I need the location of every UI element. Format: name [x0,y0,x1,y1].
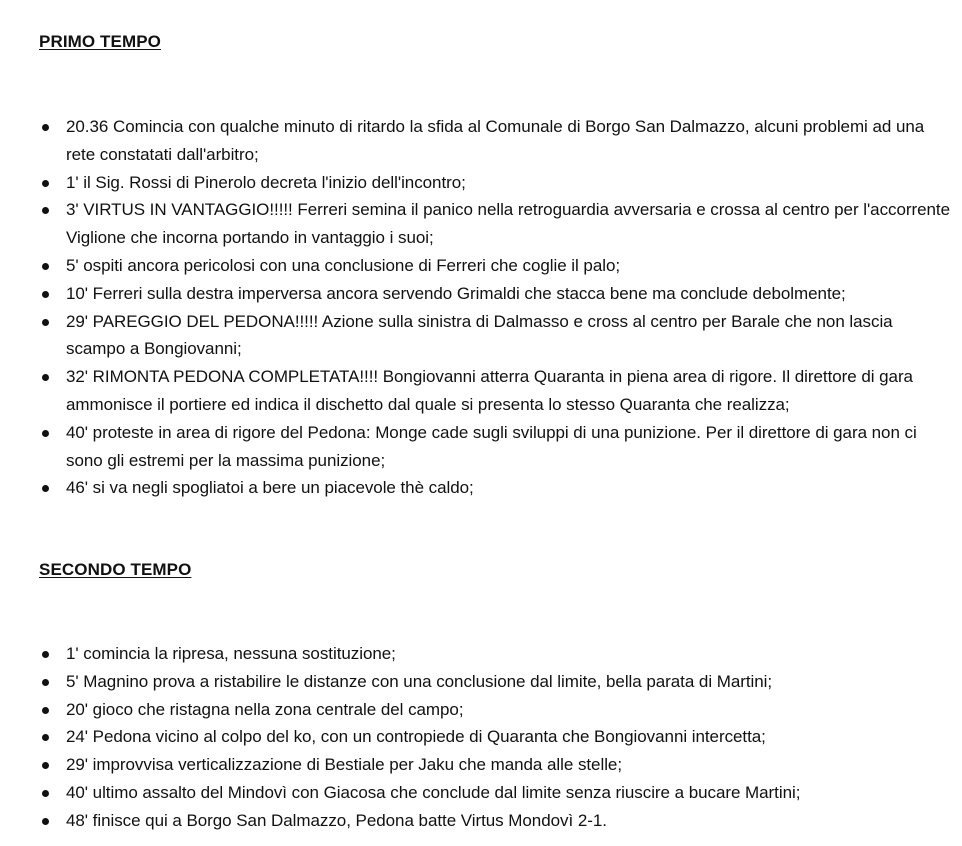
event-text: 5' ospiti ancora pericolosi con una conclusione di Ferreri che coglie il palo; [66,255,621,275]
bullet-icon [42,790,49,797]
list-item [0,280,962,308]
list-item [0,668,962,696]
list-item [0,474,962,502]
bullet-icon [42,319,49,326]
bullet-icon [42,263,49,270]
list-item [0,363,962,419]
event-text: 10' Ferreri sulla destra imperversa ancora servendo Grimaldi che stacca bene ma conclude debolmente; [66,283,846,303]
event-text: 1' il Sig. Rossi di Pinerolo decreta l'inizio dell'incontro; [66,172,466,192]
bullet-icon [42,291,49,298]
bullet-icon [42,762,49,769]
event-text: 46' si va negli spogliatoi a bere un piacevole thè caldo; [66,478,474,498]
bullet-icon [42,207,49,214]
bullet-icon [42,124,49,131]
list-item [0,640,962,668]
bullet-icon [42,734,49,741]
bullet-icon [42,485,49,492]
section-title-first-half: PRIMO TEMPO [39,32,161,51]
list-item [0,308,962,364]
list-item [0,169,962,197]
list-item [0,113,962,169]
event-text: 48' finisce qui a Borgo San Dalmazzo, Pedona batte Virtus Mondovì 2-1. [66,810,607,830]
list-item [0,751,962,779]
list-item [0,196,962,252]
bullet-icon [42,180,49,187]
event-text: 1' comincia la ripresa, nessuna sostituzione; [66,644,396,663]
bullet-icon [42,707,49,714]
event-text: 20.36 Comincia con qualche minuto di ritardo la sfida al Comunale di Borgo San Dalmazzo, alcuni problemi ad una rete constatati dall'arbitro; [66,117,925,164]
bullet-icon [42,651,49,658]
event-text: 20' gioco che ristagna nella zona centrale del campo; [66,699,464,719]
bullet-icon [42,430,49,437]
event-text: 32' RIMONTA PEDONA COMPLETATA!!!! Bongiovanni atterra Quaranta in piena area di rigore. Il direttore di gara ammonisce il portiere ed indica il dischetto dal quale si presenta lo stesso Quaranta che realizza; [66,367,913,414]
event-text: 40' proteste in area di rigore del Pedona: Monge cade sugli sviluppi di una punizione. Per il direttore di gara non ci sono gli estremi per la massima punizione; [66,422,917,470]
event-text: 29' improvvisa verticalizzazione di Bestiale per Jaku che manda alle stelle; [66,755,622,775]
event-text: 24' Pedona vicino al colpo del ko, con un contropiede di Quaranta che Bongiovanni intercetta; [66,727,766,747]
list-item [0,807,962,835]
event-text: 3' VIRTUS IN VANTAGGIO!!!!! Ferreri semina il panico nella retroguardia avversaria e crossa al centro per l'accorrente Viglione che incorna portando in vantaggio i suoi; [66,200,950,248]
list-item [0,252,962,280]
list-item [0,779,962,807]
list-item [0,419,962,475]
event-text: 5' Magnino prova a ristabilire le distanze con una conclusione dal limite, bella parata di Martini; [66,671,773,691]
event-text: 40' ultimo assalto del Mindovì con Giacosa che conclude dal limite senza riuscire a bucare Martini; [66,782,801,802]
event-list-second-half [0,640,962,835]
list-item [0,723,962,751]
bullet-icon [42,818,49,825]
section-title-second-half: SECONDO TEMPO [39,560,192,579]
bullet-icon [42,679,49,686]
event-list-first-half [0,113,962,502]
event-text: 29' PAREGGIO DEL PEDONA!!!!! Azione sulla sinistra di Dalmasso e cross al centro per Barale che non lascia scampo a Bongiovanni; [66,311,893,359]
list-item [0,696,962,724]
bullet-icon [42,374,49,381]
